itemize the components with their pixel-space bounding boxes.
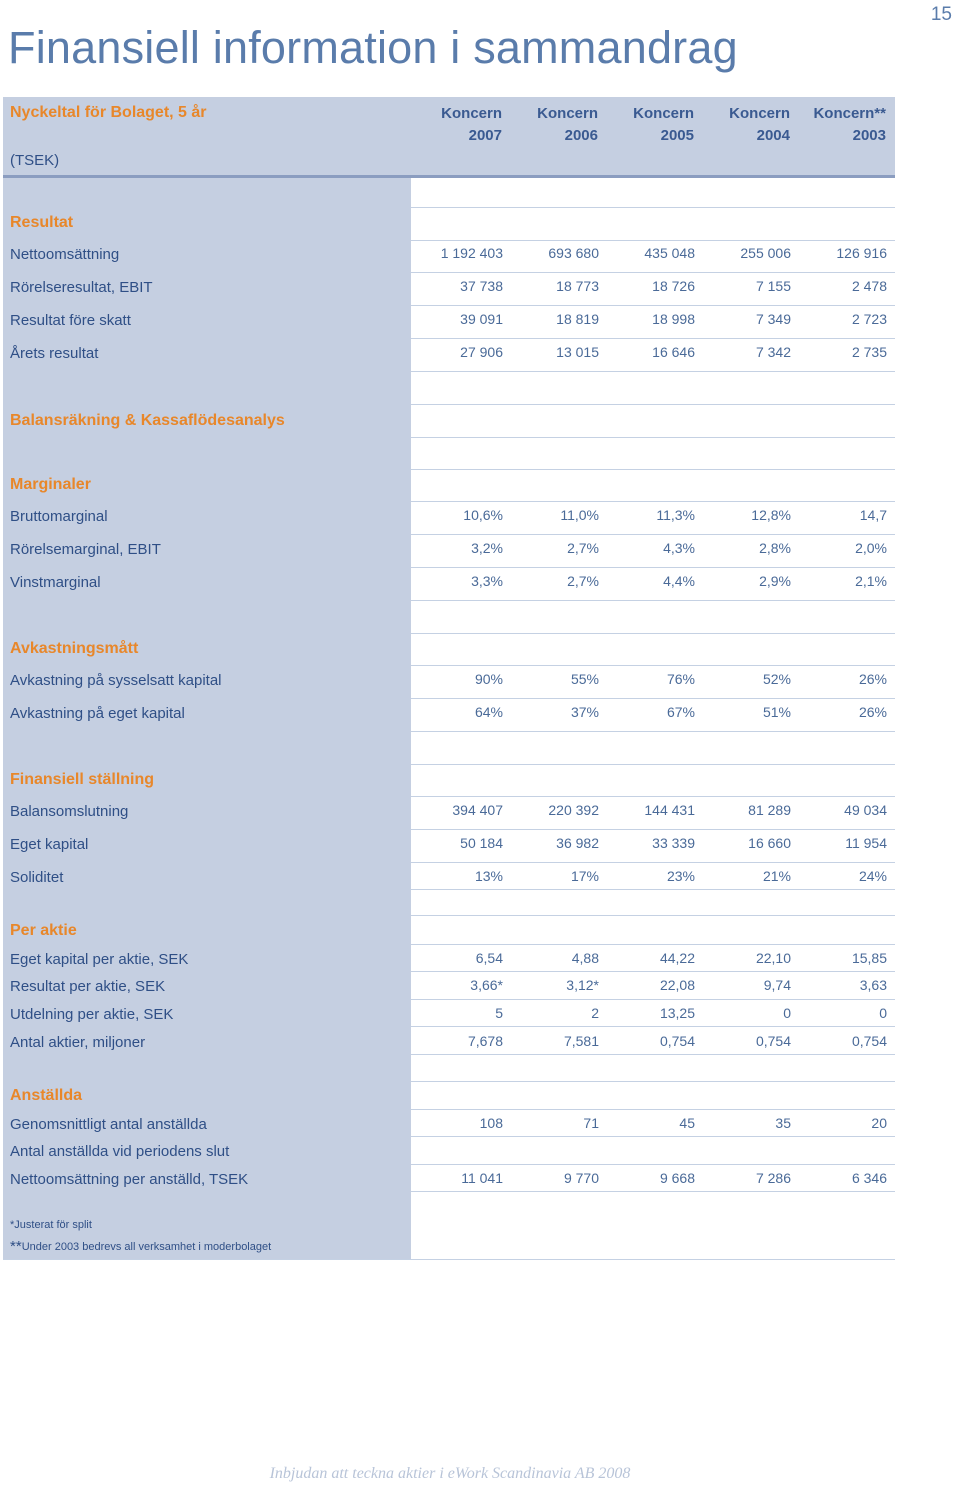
row-label-avkastning-sysselsatt: Avkastning på sysselsatt kapital — [10, 672, 222, 689]
cell: 693 680 — [548, 245, 599, 261]
cell: 7,581 — [563, 1033, 599, 1049]
row-label-rorelsemarginal: Rörelsemarginal, EBIT — [10, 541, 161, 558]
cell: 0,754 — [851, 1033, 887, 1049]
cell: 11 954 — [845, 835, 887, 851]
cell: 18 819 — [556, 311, 599, 327]
cell: 7 349 — [755, 311, 791, 327]
row-divider — [411, 501, 895, 502]
table-unit: (TSEK) — [10, 152, 60, 169]
cell: 11 041 — [461, 1170, 503, 1186]
cell: 55% — [570, 671, 599, 687]
cell: 16 660 — [748, 835, 791, 851]
row-divider — [411, 944, 895, 945]
cell: 6,54 — [475, 950, 503, 966]
cell: 81 289 — [748, 802, 791, 818]
cell: 3,2% — [471, 540, 503, 556]
row-divider — [411, 469, 895, 470]
row-divider — [411, 829, 895, 830]
cell: 16 646 — [652, 344, 695, 360]
section-title-per-aktie: Per aktie — [10, 922, 77, 939]
cell: 67% — [666, 704, 695, 720]
cell: 90% — [474, 671, 503, 687]
row-label-nettoomsattning: Nettoomsättning — [10, 246, 120, 263]
row-divider — [411, 272, 895, 273]
cell: 435 048 — [644, 245, 695, 261]
cell: 144 431 — [644, 802, 695, 818]
cell: 18 726 — [652, 278, 695, 294]
row-divider — [411, 862, 895, 863]
row-divider — [411, 1164, 895, 1165]
cell: 7 155 — [755, 278, 791, 294]
cell: 18 998 — [652, 311, 695, 327]
cell: 23% — [666, 868, 695, 884]
column-header-2003 — [790, 103, 886, 147]
column-header-2005 — [598, 103, 694, 147]
section-title-balans: Balansräkning & Kassaflödesanalys — [10, 412, 285, 429]
column-label: Koncern — [633, 105, 694, 122]
row-label-balansomslutning: Balansomslutning — [10, 803, 129, 820]
page-number: 15 — [930, 4, 952, 25]
table-title: Nyckeltal för Bolaget, 5 år — [10, 104, 207, 121]
column-header-2007 — [406, 103, 502, 147]
cell: 1 192 403 — [440, 245, 503, 261]
row-divider — [411, 1081, 895, 1082]
row-divider — [411, 971, 895, 972]
cell: 2,1% — [855, 573, 887, 589]
cell: 7 342 — [755, 344, 791, 360]
cell: 17% — [570, 868, 599, 884]
cell: 11,3% — [656, 507, 695, 523]
cell: 2,8% — [759, 540, 791, 556]
cell: 51% — [762, 704, 791, 720]
row-divider — [411, 1054, 895, 1055]
row-divider — [411, 698, 895, 699]
row-divider — [411, 796, 895, 797]
row-label-anstallda-periodens-slut: Antal anställda vid periodens slut — [10, 1143, 230, 1160]
row-divider — [411, 600, 895, 601]
cell: 39 091 — [460, 311, 503, 327]
cell: 4,3% — [663, 540, 695, 556]
cell: 44,22 — [659, 950, 695, 966]
cell: 13% — [474, 868, 503, 884]
row-divider — [411, 764, 895, 765]
column-year: 2006 — [564, 127, 598, 144]
cell: 4,4% — [663, 573, 695, 589]
cell: 36 982 — [556, 835, 599, 851]
row-label-resultat-fore-skatt: Resultat före skatt — [10, 312, 131, 329]
cell: 27 906 — [460, 344, 503, 360]
column-year: 2005 — [660, 127, 694, 144]
row-label-utdelning-per-aktie: Utdelning per aktie, SEK — [10, 1006, 174, 1023]
cell: 12,8% — [751, 507, 791, 523]
cell: 2,9% — [759, 573, 791, 589]
cell: 15,85 — [851, 950, 887, 966]
cell: 2 723 — [851, 311, 887, 327]
footnote-text: Justerat för split — [14, 1219, 92, 1231]
page-title: Finansiell information i sammandrag — [8, 22, 738, 73]
cell: 64% — [474, 704, 503, 720]
row-label-resultat-per-aktie: Resultat per aktie, SEK — [10, 978, 166, 995]
row-label-avkastning-eget: Avkastning på eget kapital — [10, 705, 185, 722]
cell: 220 392 — [548, 802, 599, 818]
row-label-ebit: Rörelseresultat, EBIT — [10, 279, 153, 296]
column-year: 2007 — [468, 127, 502, 144]
column-year: 2003 — [852, 127, 886, 144]
row-label-antal-aktier: Antal aktier, miljoner — [10, 1034, 146, 1051]
cell: 126 916 — [836, 245, 887, 261]
cell: 35 — [775, 1115, 791, 1131]
cell: 9,74 — [763, 977, 791, 993]
cell: 11,0% — [560, 507, 599, 523]
row-divider — [411, 371, 895, 372]
footnote-parent — [10, 1240, 271, 1254]
footnote-mark: ** — [10, 1238, 22, 1255]
cell: 0,754 — [659, 1033, 695, 1049]
table-header — [3, 97, 895, 178]
row-divider — [411, 240, 895, 241]
cell: 49 034 — [844, 802, 887, 818]
row-divider — [411, 1026, 895, 1027]
row-label-eget-kapital-per-aktie: Eget kapital per aktie, SEK — [10, 951, 189, 968]
page-footer: Inbjudan att teckna aktier i eWork Scandinavia AB 2008 — [269, 1465, 631, 1482]
cell: 255 006 — [740, 245, 791, 261]
cell: 3,12* — [566, 977, 599, 993]
cell: 50 184 — [460, 835, 503, 851]
cell: 2,7% — [567, 540, 599, 556]
row-label-genomsnittligt-anstallda: Genomsnittligt antal anställda — [10, 1116, 207, 1133]
section-title-avkastning: Avkastningsmått — [10, 640, 139, 657]
cell: 108 — [479, 1115, 503, 1131]
cell: 0 — [783, 1005, 791, 1021]
column-label: Koncern — [537, 105, 598, 122]
cell: 3,63 — [859, 977, 887, 993]
footnote-mark: * — [10, 1219, 15, 1231]
row-label-arets-resultat: Årets resultat — [10, 345, 99, 362]
row-divider — [411, 1191, 895, 1192]
cell: 71 — [583, 1115, 599, 1131]
cell: 394 407 — [452, 802, 503, 818]
row-divider — [411, 999, 895, 1000]
row-label-soliditet: Soliditet — [10, 869, 64, 886]
row-label-nettoomsattning-per-anstalld: Nettoomsättning per anställd, TSEK — [10, 1171, 249, 1188]
cell: 33 339 — [652, 835, 695, 851]
table-bottom-line — [3, 1259, 895, 1260]
cell: 9 668 — [659, 1170, 695, 1186]
cell: 2,0% — [855, 540, 887, 556]
row-label-bruttomarginal: Bruttomarginal — [10, 508, 108, 525]
cell: 20 — [871, 1115, 887, 1131]
row-divider — [411, 633, 895, 634]
row-divider — [411, 534, 895, 535]
row-label-eget-kapital: Eget kapital — [10, 836, 89, 853]
cell: 13,25 — [659, 1005, 695, 1021]
cell: 13 015 — [556, 344, 599, 360]
cell: 0 — [879, 1005, 887, 1021]
cell: 21% — [762, 868, 791, 884]
footnote-text: Under 2003 bedrevs all verksamhet i moderbolaget — [21, 1241, 272, 1253]
cell: 26% — [858, 704, 887, 720]
cell: 2 478 — [851, 278, 887, 294]
cell: 3,66* — [470, 977, 503, 993]
cell: 22,08 — [659, 977, 695, 993]
column-year: 2004 — [756, 127, 790, 144]
row-divider — [411, 305, 895, 306]
cell: 14,7 — [859, 507, 887, 523]
cell: 9 770 — [563, 1170, 599, 1186]
row-divider — [411, 567, 895, 568]
column-label: Koncern** — [813, 105, 886, 122]
cell: 7,678 — [467, 1033, 503, 1049]
column-label: Koncern — [441, 105, 502, 122]
row-divider — [411, 889, 895, 890]
footnote-split — [10, 1218, 92, 1232]
section-title-marginaler: Marginaler — [10, 476, 91, 493]
column-header-2006 — [502, 103, 598, 147]
row-divider — [411, 665, 895, 666]
cell: 5 — [495, 1005, 503, 1021]
cell: 26% — [858, 671, 887, 687]
cell: 7 286 — [755, 1170, 791, 1186]
cell: 18 773 — [556, 278, 599, 294]
cell: 37 738 — [460, 278, 503, 294]
cell: 2 735 — [851, 344, 887, 360]
section-title-anstallda: Anställda — [10, 1087, 83, 1104]
row-divider — [411, 338, 895, 339]
cell: 37% — [570, 704, 599, 720]
row-divider — [411, 207, 895, 208]
cell: 2,7% — [567, 573, 599, 589]
cell: 45 — [679, 1115, 695, 1131]
cell: 3,3% — [471, 573, 503, 589]
row-divider — [411, 731, 895, 732]
row-divider — [411, 1136, 895, 1137]
column-header-2004 — [694, 103, 790, 147]
cell: 22,10 — [755, 950, 791, 966]
cell: 24% — [858, 868, 887, 884]
cell: 2 — [591, 1005, 599, 1021]
section-title-resultat: Resultat — [10, 214, 74, 231]
row-divider — [411, 915, 895, 916]
row-divider — [411, 437, 895, 438]
row-label-vinstmarginal: Vinstmarginal — [10, 574, 101, 591]
row-divider — [411, 1109, 895, 1110]
cell: 52% — [762, 671, 791, 687]
cell: 4,88 — [571, 950, 599, 966]
column-label: Koncern — [729, 105, 790, 122]
cell: 10,6% — [463, 507, 503, 523]
cell: 6 346 — [851, 1170, 887, 1186]
cell: 76% — [666, 671, 695, 687]
row-divider — [411, 404, 895, 405]
cell: 0,754 — [755, 1033, 791, 1049]
section-title-finansiell: Finansiell ställning — [10, 771, 155, 788]
